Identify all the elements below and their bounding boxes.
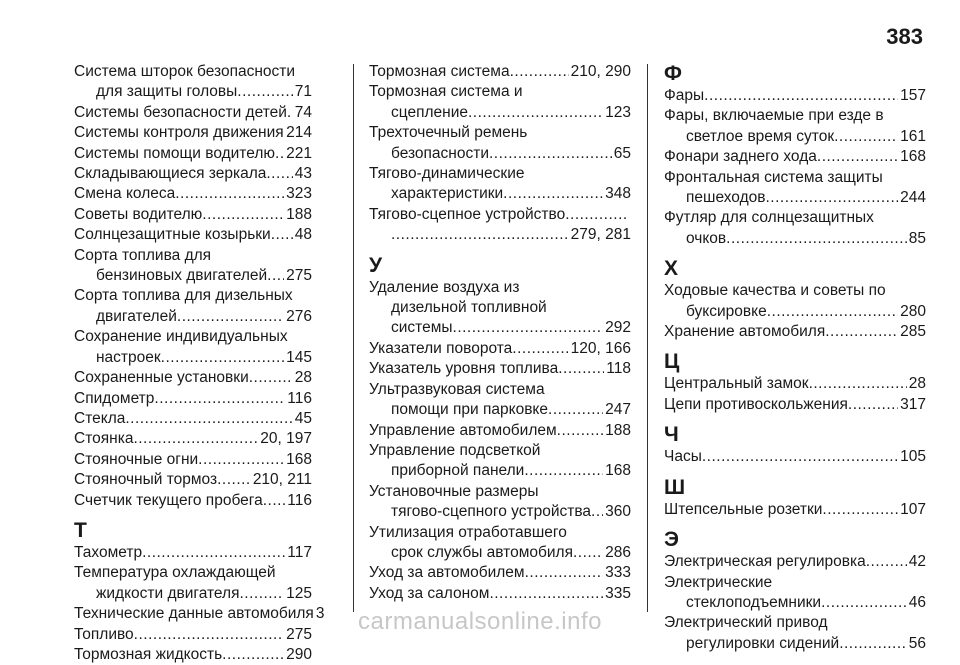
index-page-ref: 285 (898, 322, 926, 342)
leader-dots (275, 144, 284, 164)
index-page-ref: 335 (603, 584, 631, 604)
index-entry-text: Система шторок безопасности (74, 62, 312, 82)
index-page-ref: 20, 197 (258, 429, 312, 449)
index-entry-text: Фары, включаемые при езде в (664, 106, 926, 126)
index-entry (369, 123, 631, 164)
index-entry-text: Уход за автомобилем (369, 563, 525, 583)
index-entry-text: Тормозная система (369, 62, 510, 82)
index-entry (664, 147, 926, 167)
index-page-ref: 323 (284, 184, 312, 204)
leader-dots (175, 184, 284, 204)
index-entry-text: Тягово-динамические (369, 164, 631, 184)
index-page-ref: 221 (284, 144, 312, 164)
leader-dots (557, 421, 603, 441)
index-entry-text: Центральный замок (664, 374, 809, 394)
index-page-ref: 65 (612, 144, 631, 164)
index-entry (74, 409, 312, 429)
index-entry-text: Солнцезащитные козырьки (74, 225, 271, 245)
index-page-ref: 125 (284, 584, 312, 604)
index-page-ref: 85 (907, 229, 926, 249)
index-entry-text: Температура охлаждающей (74, 563, 312, 583)
index-entry (74, 491, 312, 511)
index-entry (664, 447, 926, 467)
index-page-ref: 42 (907, 552, 926, 572)
index-entry (664, 500, 926, 520)
column-divider (353, 64, 354, 612)
leader-dots (702, 447, 898, 467)
index-entry-text: стеклоподъемники (686, 593, 821, 613)
index-page-ref: 145 (284, 348, 312, 368)
index-entry (664, 552, 926, 572)
index-entry (664, 168, 926, 209)
index-entry (74, 327, 312, 368)
index-page-ref: 279, 281 (569, 225, 631, 245)
index-entry-text: регулировки сидений (686, 634, 839, 654)
index-page-ref: 161 (898, 127, 926, 147)
index-entry-text: Технические данные автомобиля (74, 604, 314, 624)
index-entry (664, 281, 926, 322)
index-entry-text: Трехточечный ремень (369, 123, 631, 143)
leader-dots (834, 127, 898, 147)
index-entry-text: Системы безопасности детей (74, 103, 287, 123)
index-entry-text: жидкости двигателя (96, 584, 239, 604)
index-page-ref: 275 (284, 266, 312, 286)
index-entry-text: Системы контроля движения (74, 123, 284, 143)
index-entry (74, 246, 312, 287)
leader-dots (391, 225, 569, 245)
index-page-ref: 360 (603, 502, 631, 522)
index-entry-text: Уход за салоном (369, 584, 489, 604)
index-entry (369, 339, 631, 359)
index-entry-text: буксировке (686, 302, 767, 322)
index-entry-text: бензиновых двигателей (96, 266, 267, 286)
index-entry (74, 225, 312, 245)
index-page-ref: 71 (293, 82, 312, 102)
index-entry-text: Удаление воздуха из (369, 278, 631, 298)
index-page-ref: 28 (293, 368, 312, 388)
index-page-ref: 188 (603, 421, 631, 441)
leader-dots (202, 205, 284, 225)
index-entry (369, 421, 631, 441)
leader-dots (249, 368, 293, 388)
index-entry-text: Стояночные огни (74, 450, 198, 470)
index-entry (664, 86, 926, 106)
index-entry-text: помощи при парковке (391, 400, 548, 420)
index-page-ref: 280 (898, 302, 926, 322)
index-page-ref: 244 (898, 188, 926, 208)
index-entry-text: Тахометр (74, 543, 142, 563)
leader-dots (822, 500, 898, 520)
index-entry (369, 278, 631, 339)
index-entry-text: Системы помощи водителю (74, 144, 275, 164)
index-entry (74, 62, 312, 103)
index-entry-text: Стоянка (74, 429, 133, 449)
leader-dots (591, 502, 603, 522)
index-page-ref: 157 (898, 86, 926, 106)
index-page-ref: 3 (314, 604, 325, 624)
index-page-ref (629, 205, 631, 225)
index-entry-text: Электрические (664, 573, 926, 593)
index-entry-text: настроек (96, 348, 161, 368)
index-entry-text: безопасности (391, 144, 489, 164)
index-letter-heading: Ч (664, 423, 926, 447)
index-entry-text: для защиты головы (96, 82, 237, 102)
index-column-3 (664, 62, 926, 654)
leader-dots (489, 144, 612, 164)
leader-dots (848, 395, 898, 415)
leader-dots (271, 225, 293, 245)
index-letter-heading: Ц (664, 350, 926, 374)
leader-dots (866, 552, 907, 572)
index-entry-text: Стояночный тормоз (74, 470, 217, 490)
index-page-ref: 247 (603, 400, 631, 420)
index-page-ref: 214 (284, 123, 312, 143)
index-page-ref: 286 (603, 543, 631, 563)
index-entry (74, 144, 312, 164)
leader-dots (573, 543, 603, 563)
index-entry (369, 482, 631, 523)
index-entry-text: дизельной топливной (369, 298, 631, 318)
index-entry (74, 103, 312, 123)
watermark: carmanualsonline.info (0, 608, 960, 636)
index-entry-text: светлое время суток (686, 127, 834, 147)
index-entry (74, 429, 312, 449)
leader-dots (161, 348, 284, 368)
leader-dots (704, 86, 898, 106)
leader-dots (198, 450, 284, 470)
index-letter-heading: Т (74, 519, 312, 543)
index-entry-text: Стекла (74, 409, 125, 429)
leader-dots (825, 322, 898, 342)
index-entry-text: Часы (664, 447, 702, 467)
index-entry (664, 374, 926, 394)
index-letter-heading: Э (664, 528, 926, 552)
leader-dots (565, 205, 629, 225)
leader-dots (765, 188, 898, 208)
index-entry (369, 584, 631, 604)
index-entry-text: Советы водителю (74, 205, 202, 225)
index-entry-text: Утилизация отработавшего (369, 523, 631, 543)
index-entry (369, 563, 631, 583)
index-letter-heading: Ш (664, 476, 926, 500)
index-entry-text: Фары (664, 86, 704, 106)
index-entry-text: Хранение автомобиля (664, 322, 825, 342)
leader-dots (217, 470, 251, 490)
index-entry-text: Указатели поворота (369, 339, 512, 359)
leader-dots (809, 374, 907, 394)
index-entry (369, 205, 631, 225)
leader-dots (548, 400, 603, 420)
index-entry (74, 543, 312, 563)
index-entry-text: Счетчик текущего пробега (74, 491, 263, 511)
index-entry (74, 164, 312, 184)
index-page-ref: 168 (284, 450, 312, 470)
index-page-ref: 276 (284, 307, 312, 327)
index-entry-text: Сорта топлива для дизельных (74, 286, 312, 306)
index-entry-text: очков (686, 229, 726, 249)
index-entry-text: тягово-сцепного устройства (391, 502, 591, 522)
index-entry (369, 225, 631, 245)
index-entry (74, 389, 312, 409)
index-entry (74, 563, 312, 604)
index-entry-text: сцепление (391, 103, 468, 123)
index-letter-heading: Ф (664, 62, 926, 86)
page-number: 383 (886, 24, 923, 50)
index-entry-text: Сохраненные установки (74, 368, 249, 388)
index-entry-text: Сохранение индивидуальных (74, 327, 312, 347)
index-page-ref: 74 (293, 103, 312, 123)
index-page-ref: 28 (907, 374, 926, 394)
index-entry-text: Складывающиеся зеркала (74, 164, 266, 184)
index-page-ref: 123 (603, 103, 631, 123)
index-page-ref: 43 (293, 164, 312, 184)
index-page-ref: 275 (284, 625, 312, 645)
leader-dots (453, 318, 604, 338)
index-page-ref: 290 (284, 645, 312, 665)
index-entry-text: срок службы автомобиля (391, 543, 573, 563)
index-entry-text: приборной панели (391, 461, 524, 481)
index-letter-heading: У (369, 254, 631, 278)
index-entry (74, 368, 312, 388)
index-entry (369, 359, 631, 379)
index-entry-text: Ультразвуковая система (369, 380, 631, 400)
index-entry-text: Топливо (74, 625, 134, 645)
index-page-ref: 56 (907, 634, 926, 654)
index-entry-text: Фонари заднего хода (664, 147, 817, 167)
leader-dots (237, 82, 292, 102)
index-entry-text: Ходовые качества и советы по (664, 281, 926, 301)
index-entry (74, 450, 312, 470)
index-page-ref: 317 (898, 395, 926, 415)
leader-dots (222, 645, 284, 665)
index-entry-text: Тормозная система и (369, 82, 631, 102)
index-column-1 (74, 62, 312, 665)
index-page-ref: 333 (603, 563, 631, 583)
leader-dots (817, 147, 898, 167)
index-entry-text: Спидометр (74, 389, 154, 409)
leader-dots (558, 359, 604, 379)
leader-dots (524, 461, 603, 481)
leader-dots (489, 584, 603, 604)
index-entry (74, 184, 312, 204)
column-divider (647, 64, 648, 612)
leader-dots (525, 563, 604, 583)
index-letter-heading: Х (664, 257, 926, 281)
index-entry (664, 106, 926, 147)
index-entry (74, 470, 312, 490)
index-page-ref: 292 (603, 318, 631, 338)
leader-dots (767, 302, 898, 322)
index-entry (74, 205, 312, 225)
index-entry (664, 395, 926, 415)
index-page-ref: 210, 211 (251, 470, 312, 490)
index-entry-text: Цепи противоскольжения (664, 395, 848, 415)
leader-dots (510, 62, 569, 82)
index-entry (369, 82, 631, 123)
leader-dots (154, 389, 285, 409)
index-entry-text: Тягово-сцепное устройство (369, 205, 565, 225)
index-page-ref: 116 (285, 389, 312, 409)
index-column-2 (369, 62, 631, 604)
index-page-ref: 210, 290 (569, 62, 631, 82)
index-entry-text: Управление подсветкой (369, 441, 631, 461)
leader-dots (142, 543, 285, 563)
leader-dots (267, 266, 284, 286)
index-page-ref: 48 (293, 225, 312, 245)
index-entry-text: Футляр для солнцезащитных (664, 208, 926, 228)
leader-dots (512, 339, 568, 359)
leader-dots (239, 584, 284, 604)
index-entry-text: Сорта топлива для (74, 246, 312, 266)
leader-dots (726, 229, 907, 249)
index-page-ref: 105 (898, 447, 926, 467)
index-page-ref: 348 (603, 184, 631, 204)
index-page-ref: 45 (293, 409, 312, 429)
index-entry (369, 380, 631, 421)
index-entry (369, 523, 631, 564)
index-entry-text: Штепсельные розетки (664, 500, 822, 520)
index-entry-text: Электрический привод (664, 613, 926, 633)
leader-dots (133, 429, 258, 449)
index-entry (369, 62, 631, 82)
leader-dots (839, 634, 907, 654)
index-entry-text: Установочные размеры (369, 482, 631, 502)
index-page-ref: 118 (604, 359, 631, 379)
index-page-ref: 168 (603, 461, 631, 481)
index-entry (74, 123, 312, 143)
leader-dots (266, 164, 292, 184)
leader-dots (468, 103, 603, 123)
leader-dots (503, 184, 603, 204)
index-page-ref: 117 (285, 543, 312, 563)
index-entry-text: пешеходов (686, 188, 765, 208)
index-entry (74, 645, 312, 665)
index-entry-text: Тормозная жидкость (74, 645, 222, 665)
index-entry-text: двигателей (96, 307, 177, 327)
index-entry-text: Управление автомобилем (369, 421, 557, 441)
index-page-ref: 120, 166 (569, 339, 631, 359)
index-entry (369, 164, 631, 205)
leader-dots (177, 307, 284, 327)
index-page-ref: 168 (898, 147, 926, 167)
index-entry-text: характеристики (391, 184, 503, 204)
index-entry-text: Электрическая регулировка (664, 552, 866, 572)
index-entry (74, 286, 312, 327)
leader-dots (125, 409, 292, 429)
index-page-ref: 46 (907, 593, 926, 613)
index-entry-text: Смена колеса (74, 184, 175, 204)
index-entry (664, 208, 926, 249)
index-entry-text: Фронтальная система защиты (664, 168, 926, 188)
index-entry-text: системы (391, 318, 453, 338)
index-page-ref: 188 (284, 205, 312, 225)
index-page-ref: 107 (898, 500, 926, 520)
index-entry (664, 322, 926, 342)
index-entry-text: Указатель уровня топлива (369, 359, 558, 379)
index-entry (369, 441, 631, 482)
leader-dots (263, 491, 286, 511)
index-page-ref: 116 (285, 491, 312, 511)
